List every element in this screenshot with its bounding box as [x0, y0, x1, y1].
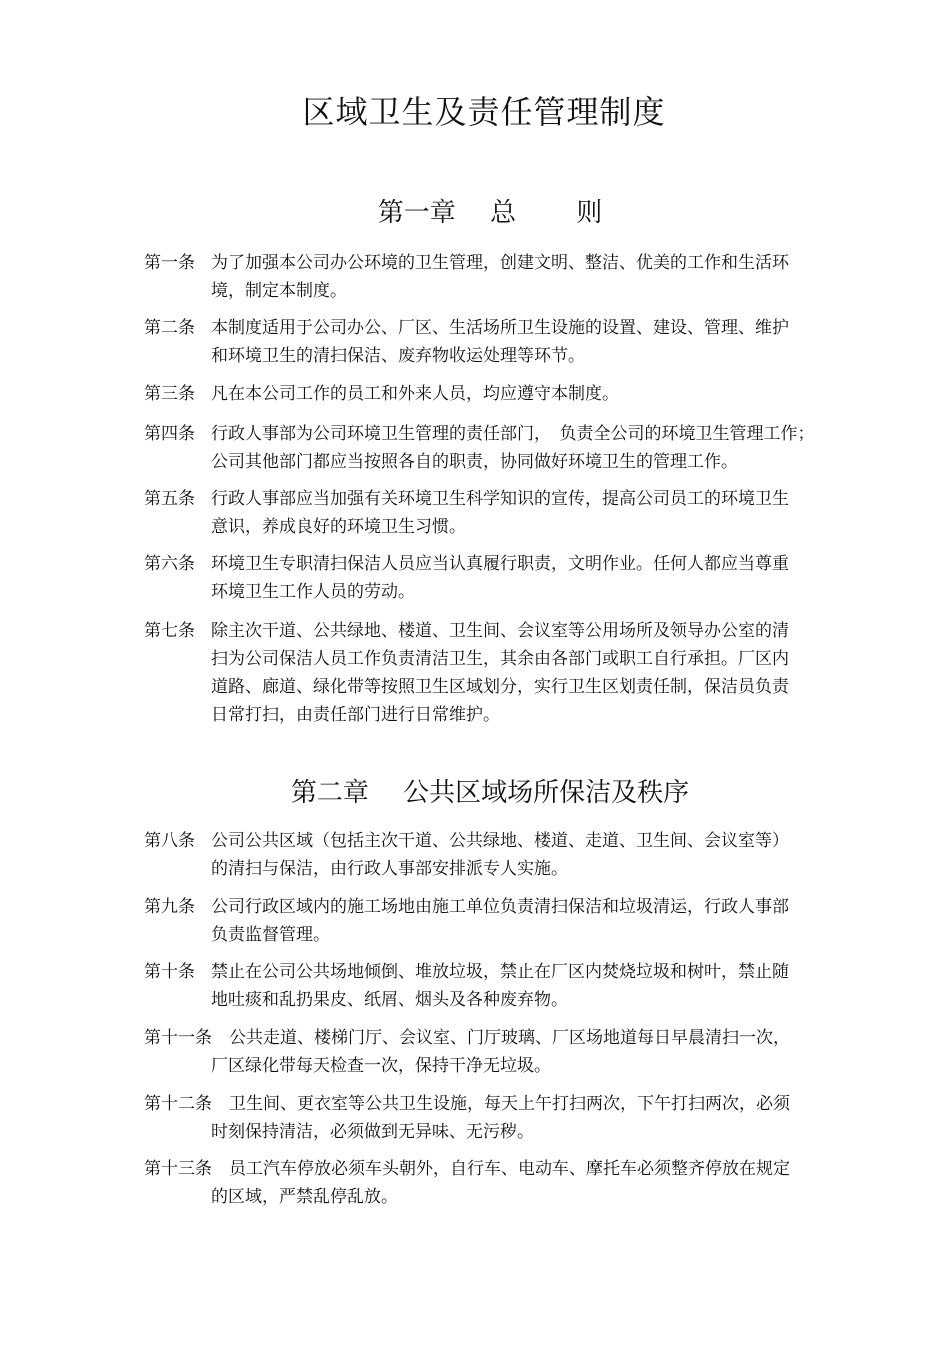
article-text: 除主次干道、公共绿地、楼道、卫生间、会议室等公用场所及领导办公室的清 扫为公司保洁人员工作负责清洁卫生，其余由各部门或职工自行承担。厂区内 道路、廊道、绿化带等按照卫生区域划分，实行卫生区划责任制，保洁员负责 日常打扫，由责任部门进行日常维护。	[211, 621, 789, 725]
article-text: 公共走道、楼梯门厅、会议室、门厅玻璃、厂区场地道每日早晨清扫一次， 厂区绿化带每天检查一次，保持干净无垃圾。	[211, 1028, 790, 1076]
chapter-2-heading: 第二章 公共区域场所保洁及秩序	[290, 778, 690, 808]
article-text: 行政人事部为公司环境卫生管理的责任部门， 负责全公司的环境卫生管理工作； 公司其他部门都应当按照各自的职责，协同做好环境卫生的管理工作。	[211, 424, 815, 472]
article-4	[144, 420, 854, 476]
article-text: 员工汽车停放必须车头朝外，自行车、电动车、摩托车必须整齐停放在规定 的区域，严禁乱停乱放。	[211, 1159, 790, 1207]
article-label: 第十条	[144, 962, 195, 982]
document-title: 区域卫生及责任管理制度	[302, 93, 666, 131]
article-label: 第二条	[144, 318, 195, 338]
article-9	[144, 893, 854, 949]
article-6	[144, 550, 854, 606]
article-text: 凡在本公司工作的员工和外来人员，均应遵守本制度。	[211, 384, 619, 404]
article-label: 第十一条	[144, 1028, 212, 1048]
article-2	[144, 314, 854, 370]
article-11	[144, 1024, 854, 1080]
article-7	[144, 617, 854, 729]
chapter-1-heading: 第一章 总 则	[377, 198, 603, 228]
article-1	[144, 249, 854, 305]
article-text: 行政人事部应当加强有关环境卫生科学知识的宣传，提高公司员工的环境卫生 意识，养成良好的环境卫生习惯。	[211, 489, 789, 537]
article-10	[144, 958, 854, 1014]
article-text: 卫生间、更衣室等公共卫生设施，每天上午打扫两次，下午打扫两次，必须 时刻保持清洁，必须做到无异味、无污秽。	[211, 1094, 790, 1142]
article-label: 第四条	[144, 424, 195, 444]
article-text: 本制度适用于公司办公、厂区、生活场所卫生设施的设置、建设、管理、维护 和环境卫生的清扫保洁、废弃物收运处理等环节。	[211, 318, 789, 366]
article-text: 公司公共区域（包括主次干道、公共绿地、楼道、走道、卫生间、会议室等） 的清扫与保洁，由行政人事部安排派专人实施。	[211, 831, 789, 879]
article-label: 第十三条	[144, 1159, 212, 1179]
article-12	[144, 1090, 854, 1146]
article-label: 第八条	[144, 831, 195, 851]
article-13	[144, 1155, 854, 1211]
article-5	[144, 485, 854, 541]
article-label: 第三条	[144, 384, 195, 404]
article-label: 第七条	[144, 621, 195, 641]
article-3	[144, 380, 854, 408]
article-label: 第六条	[144, 554, 195, 574]
article-label: 第一条	[144, 253, 195, 273]
article-label: 第五条	[144, 489, 195, 509]
article-text: 公司行政区域内的施工场地由施工单位负责清扫保洁和垃圾清运，行政人事部 负责监督管理。	[211, 897, 789, 945]
article-label: 第九条	[144, 897, 195, 917]
article-label: 第十二条	[144, 1094, 212, 1114]
article-text: 禁止在公司公共场地倾倒、堆放垃圾，禁止在厂区内焚烧垃圾和树叶，禁止随 地吐痰和乱扔果皮、纸屑、烟头及各种废弃物。	[211, 962, 789, 1010]
article-text: 环境卫生专职清扫保洁人员应当认真履行职责，文明作业。任何人都应当尊重 环境卫生工作人员的劳动。	[211, 554, 789, 602]
article-8	[144, 827, 854, 883]
article-text: 为了加强本公司办公环境的卫生管理，创建文明、整洁、优美的工作和生活环 境，制定本制度。	[211, 253, 789, 301]
